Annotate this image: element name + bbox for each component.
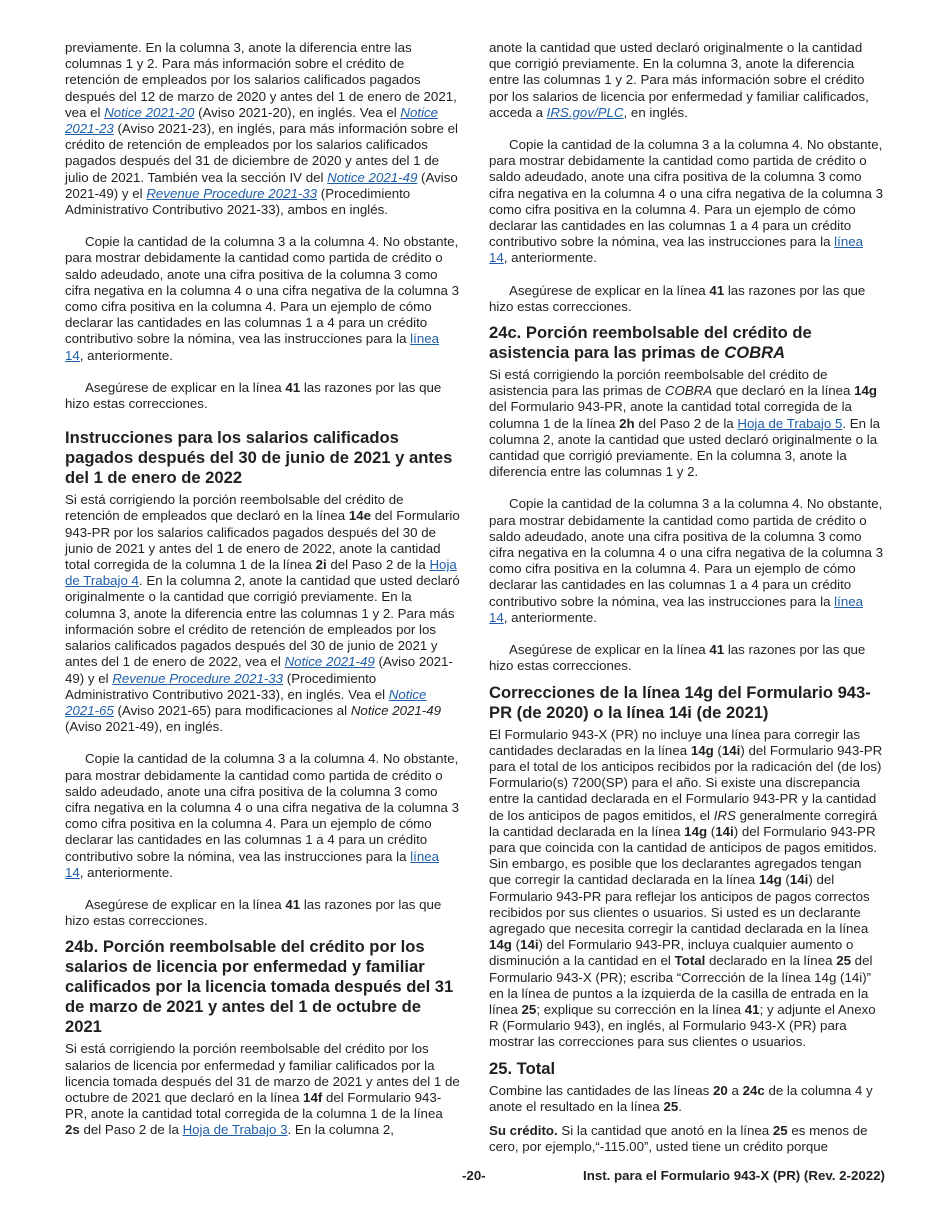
bold-text: 14i — [721, 742, 741, 758]
text-run: (Procedimiento Administrativo Contributivo 2021-33), ambos en inglés. — [65, 185, 411, 218]
text-run: 24c. Porción reembolsable del crédito de asistencia para las primas de — [489, 323, 812, 363]
section-heading — [489, 323, 885, 363]
text-run: El Formulario 943-X (PR) no incluye una línea para corregir las cantidades declaradas en la línea — [489, 726, 861, 758]
text-run: es menos de cero, por ejemplo,“-115.00”, usted tiene un crédito porque — [489, 1122, 868, 1155]
page-number: -20- — [462, 1168, 486, 1183]
page-footer — [0, 1168, 950, 1188]
text-run: Si está corrigiendo la porción reembolsable del crédito de retención de empleados que declaró en la línea — [65, 492, 404, 524]
text-run: ) del Formulario 943-PR para que coincida con la cantidad de anticipos de pagos emitidos. Sin embargo, es posible que los declarantes agregados tengan que corregir la cantidad declarada en la línea — [489, 823, 878, 888]
text-run: (Aviso 2021-65) para modificaciones al — [113, 702, 351, 718]
bold-text: 25 — [521, 1001, 537, 1017]
text-run: 24b. Porción reembolsable del crédito por los salarios de licencia por enfermedad y familiar calificados por la licencia tomada después del 31 de marzo de 2021 y antes del 1 de octubre de 2021 — [65, 937, 454, 1037]
text-run: , anteriormente. — [503, 250, 597, 266]
text-run: las razones por las que hizo estas correcciones. — [489, 282, 866, 314]
form-reference: Inst. para el Formulario 943-X (PR) (Rev. 2-2022) — [583, 1168, 885, 1183]
text-run: del Paso 2 de la — [634, 415, 738, 431]
text-run: Si está corrigiendo la porción reembolsable del crédito por los salarios de licencia por enfermedad y familiar calificados por la licencia tomada después del 31 de marzo de 2021 y antes del 1 de octubre de 2021 que declaró en la línea — [65, 1041, 460, 1105]
text-run: , anteriormente. — [79, 864, 173, 880]
text-run: Asegúrese de explicar en la línea — [509, 642, 710, 658]
reference-link[interactable]: Notice 2021-65 — [65, 686, 427, 718]
reference-link[interactable]: Notice 2021-49 — [284, 654, 375, 670]
bold-text: 14g — [489, 937, 512, 953]
text-run: ( — [781, 872, 790, 888]
text-run: ( — [713, 742, 722, 758]
text-run: las razones por las que hizo estas correcciones. — [489, 642, 866, 674]
text-run: Asegúrese de explicar en la línea — [85, 379, 286, 395]
bold-text: 2s — [65, 1122, 80, 1138]
bold-text: 14i — [789, 872, 809, 888]
text-run: Instrucciones para los salarios calificados pagados después del 30 de junio de 2021 y antes del 1 de enero de 2022 — [65, 428, 453, 488]
paragraph — [489, 642, 885, 674]
bold-text: 14g — [690, 742, 714, 758]
paragraph — [65, 1041, 461, 1138]
italic-text: Notice 2021-49 — [350, 702, 442, 718]
text-run: Asegúrese de explicar en la línea — [509, 282, 710, 298]
paragraph — [489, 137, 885, 267]
text-run: del Formulario 943-PR, anote la cantidad total corregida de la columna 1 de la línea — [65, 1089, 443, 1122]
section-heading — [489, 683, 885, 723]
bold-text: 20 — [712, 1082, 728, 1098]
italic-text: IRS — [713, 807, 736, 823]
reference-link[interactable]: línea 14 — [489, 593, 864, 625]
reference-link[interactable]: Revenue Procedure 2021-33 — [146, 185, 318, 201]
reference-link[interactable]: Notice 2021-20 — [104, 104, 195, 120]
reference-link[interactable]: Hoja de Trabajo 3 — [182, 1122, 288, 1138]
text-run: previamente. En la columna 3, anote la diferencia entre las columnas 1 y 2. Para más información sobre el crédito de retención de empleados por los salarios calificados pagados después del 12 de marzo de 2020 y antes del 1 de enero de 2021, vea el — [65, 40, 457, 120]
text-run: Asegúrese de explicar en la línea — [85, 896, 286, 912]
bold-text: 14g — [684, 823, 708, 839]
text-run: de la columna 4 y anote el resultado en la línea — [489, 1082, 873, 1114]
text-run: (Aviso 2021-20), en inglés. Vea el — [194, 104, 401, 120]
bold-text: 41 — [744, 1001, 760, 1017]
paragraph — [489, 1083, 885, 1115]
bold-text: 41 — [285, 379, 301, 395]
bold-text: 2h — [619, 415, 635, 431]
text-run: ) del Formulario 943-PR, incluya cualquier aumento o disminución a la cantidad en el — [489, 937, 854, 969]
bold-text: 14g — [854, 383, 878, 399]
text-run: a — [727, 1082, 743, 1098]
text-run: (Aviso 2021-49) y el — [65, 654, 453, 686]
italic-text: COBRA — [664, 383, 713, 399]
reference-link[interactable]: Revenue Procedure 2021-33 — [112, 670, 284, 686]
text-run: . En la columna 2, — [287, 1122, 394, 1138]
paragraph — [489, 40, 885, 121]
reference-link[interactable]: Hoja de Trabajo 5 — [737, 415, 843, 431]
bold-text: 25 — [772, 1122, 788, 1138]
section-heading — [65, 937, 461, 1037]
section-heading — [489, 1059, 885, 1079]
text-run: (Procedimiento Administrativo Contributivo 2021-33), en inglés. Vea el — [65, 670, 389, 702]
text-run: Copie la cantidad de la columna 3 a la columna 4. No obstante, para mostrar debidamente la cantidad como partida de crédito o saldo adeudado, anote una cifra positiva de la columna 3 como cifra negativa en la columna 4 o una cifra negativa de la columna 3 como cifra positiva en la columna 4. Para un ejemplo de cómo declarar las cantidades en las columnas 1 a 4 para un crédito contributivo sobre la nómina, vea las instrucciones para la — [489, 496, 883, 609]
section-heading — [65, 428, 461, 488]
text-run: (Aviso 2021-49) y el — [65, 169, 458, 201]
bold-text: 24c — [742, 1082, 765, 1098]
bold-text: 14e — [348, 508, 372, 524]
bold-text: 14i — [520, 937, 539, 953]
text-run: del Paso 2 de la — [326, 557, 430, 573]
reference-link[interactable]: línea 14 — [489, 234, 864, 266]
text-run: . — [678, 1098, 682, 1114]
text-run: (Aviso 2021-23), en inglés, para más información sobre el crédito de retención de empleados por los salarios calificados pagados después del 31 de diciembre de 2020 y antes del 1 de julio de 2021. También vea la sección IV del — [65, 121, 458, 185]
italic-text: COBRA — [724, 343, 786, 363]
text-run: ( — [707, 823, 716, 839]
text-run: que declaró en la línea — [712, 383, 855, 399]
text-run: del Formulario 943-X (PR); escriba “Corrección de la línea 14g (14i)” en la línea de puntos a la izquierda de la casilla de entrada en la línea — [489, 953, 873, 1017]
paragraph — [65, 492, 461, 735]
text-run: las razones por las que hizo estas correcciones. — [65, 896, 442, 929]
reference-link[interactable]: IRS.gov/PLC — [546, 104, 624, 120]
paragraph — [65, 751, 461, 881]
paragraph — [65, 40, 461, 218]
text-run: ; y adjunte el Anexo R (Formulario 943), en inglés, al Formulario 943-X (PR) para mostrar las correcciones para sus clientes o usuarios. — [489, 1001, 876, 1050]
reference-link[interactable]: línea 14 — [65, 331, 440, 363]
text-run: . En la columna 2, anote la cantidad que usted declaró originalmente o la cantidad que corrigió previamente. En la columna 3, anote la diferencia entre las columnas 1 y 2. Para más información sobre el crédito de retención de empleados por los salarios calificados pagados después del 30 de junio de 2021 y antes del 1 de enero de 2022, vea el — [65, 573, 460, 670]
text-run: anote la cantidad que usted declaró originalmente o la cantidad que corrigió previamente. En la columna 3, anote la diferencia entre las columnas 1 y 2. Para más información sobre el crédito por los salarios de licencia por enfermedad y familiar calificados, acceda a — [489, 40, 869, 120]
reference-link[interactable]: Notice 2021-49 — [327, 169, 418, 185]
paragraph — [489, 1123, 885, 1155]
text-run: Combine las cantidades de las líneas — [489, 1082, 713, 1098]
paragraph — [489, 367, 885, 480]
bold-text: 14f — [303, 1089, 323, 1105]
text-run: Copie la cantidad de la columna 3 a la columna 4. No obstante, para mostrar debidamente la cantidad como partida de crédito o saldo adeudado, anote una cifra positiva de la columna 3 como cifra negativa en la columna 4 o una cifra negativa de la columna 3 como cifra positiva en la columna 4. Para un ejemplo de cómo declarar las cantidades en las columnas 1 a 4 para un crédito contributivo sobre la nómina, vea las instrucciones para la — [65, 234, 459, 347]
reference-link[interactable]: Notice 2021-23 — [65, 104, 439, 137]
text-run: Si la cantidad que anotó en la línea — [557, 1122, 773, 1138]
text-run: , anteriormente. — [503, 609, 597, 625]
text-run: declarado en la línea — [705, 953, 837, 969]
text-run: ( — [511, 937, 521, 953]
text-run: generalmente corregirá la cantidad declarada en la línea — [489, 807, 878, 839]
bold-text: 41 — [709, 282, 725, 298]
paragraph — [65, 234, 461, 364]
text-run: Copie la cantidad de la columna 3 a la columna 4. No obstante, para mostrar debidamente la cantidad como partida de crédito o saldo adeudado, anote una cifra positiva de la columna 3 como cifra negativa en la columna 4 o una cifra negativa de la columna 3 como cifra positiva en la columna 4. Para un ejemplo de cómo declarar las cantidades en las columnas 1 a 4 para un crédito contributivo sobre la nómina, vea las instrucciones para la — [65, 751, 459, 864]
reference-link[interactable]: Hoja de Trabajo 4 — [65, 557, 457, 589]
text-run: (Aviso 2021-49), en inglés. — [65, 719, 223, 735]
bold-text: 14g — [758, 872, 782, 888]
bold-text: Su crédito. — [489, 1122, 558, 1138]
bold-text: Total — [674, 953, 706, 969]
text-run: las razones por las que hizo estas correcciones. — [65, 379, 442, 412]
text-run: ) del Formulario 943-PR para reflejar los anticipos de pagos correctos recibidos por sus clientes o usuarios. Si usted es un declarante agregado que necesita corregir la cantidad declarada en la línea — [489, 872, 870, 936]
text-run: Si está corrigiendo la porción reembolsable del crédito de asistencia para las primas de — [489, 367, 828, 399]
reference-link[interactable]: línea 14 — [65, 848, 440, 880]
text-run: del Formulario 943-PR por los salarios calificados pagados después del 30 de junio de 2021 y antes del 1 de enero de 2022, anote la cantidad total corregida de la columna 1 de la línea — [65, 508, 460, 573]
bold-text: 25 — [663, 1098, 679, 1114]
text-run: 25. Total — [489, 1058, 556, 1078]
text-run: , anteriormente. — [79, 347, 173, 363]
bold-text: 2i — [315, 557, 327, 573]
text-run: , en inglés. — [623, 104, 688, 120]
bold-text: 14i — [715, 823, 734, 839]
bold-text: 41 — [285, 896, 301, 912]
text-run: ) del Formulario 943-PR para el total de los anticipos recibidos por la radicación del (de los) Formulario(s) 7200(SP) para el año. Si existe una discrepancia entre la cantidad declarada en el Formulario 943-PR y la cantidad de los anticipos de pagos emitidos, el — [489, 742, 883, 823]
text-run: del Paso 2 de la — [79, 1122, 183, 1138]
text-run: Correcciones de la línea 14g del Formulario 943-PR (de 2020) o la línea 14i (de 2021) — [489, 682, 871, 722]
text-run: ; explique su corrección en la línea — [536, 1001, 745, 1017]
paragraph — [489, 283, 885, 315]
paragraph — [65, 897, 461, 929]
bold-text: 41 — [709, 642, 725, 658]
text-run: del Formulario 943-PR, anote la cantidad total corregida de la columna 1 de la línea — [489, 399, 852, 431]
text-run: . En la columna 2, anote la cantidad que usted declaró originalmente o la cantidad que corrigió previamente. En la columna 3, anote la diferencia entre las columnas 1 y 2. — [489, 415, 881, 480]
left-column — [65, 40, 461, 1155]
paragraph — [489, 496, 885, 626]
bold-text: 25 — [836, 953, 851, 969]
text-run: Copie la cantidad de la columna 3 a la columna 4. No obstante, para mostrar debidamente la cantidad como partida de crédito o saldo adeudado, anote una cifra positiva de la columna 3 como cifra negativa en la columna 4 o una cifra negativa de la columna 3 como cifra positiva en la columna 4. Para un ejemplo de cómo declarar las cantidades en las columnas 1 a 4 para un crédito contributivo sobre la nómina, vea las instrucciones para la — [489, 137, 883, 250]
paragraph — [489, 727, 885, 1051]
paragraph — [65, 380, 461, 412]
right-column — [489, 40, 885, 1171]
